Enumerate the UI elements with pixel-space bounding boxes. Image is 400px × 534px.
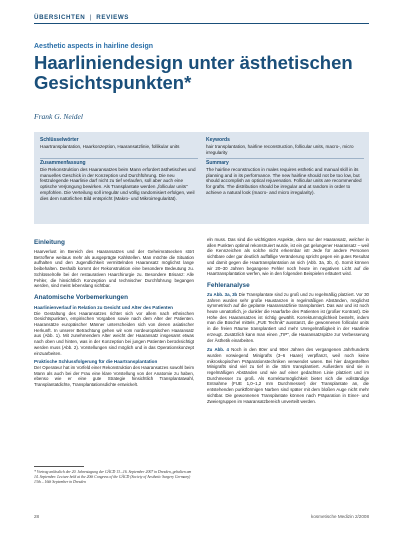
paragraph-continued: eln muss. Das sind die wichtigsten Aspekte, denn nur der Haaransatz, welcher in allen Punkten optimal rekonstruiert wurde, ist ein gut gelungener Haaransatz – weil die Kennzeichen als solche nicht erkennbar ist! Jede für andere Personen sichtbare oder gar deutlich auffällige Veränderung spricht gegen ein gutes Resultat und damit gegen die Haartransplantation an sich (Abb. 3a, 3b, 4). Somit können wir 20–30 Jahren begangene Fehler noch heute im negativen Licht auf die Haartransplantation werfen, wie in den folgenden Beispielen erläutert wird. (207, 237, 369, 277)
keywords-de-label: Schlüsselwörter (40, 137, 79, 143)
heading-anatomie: Anatomische Vorbemerkungen (34, 293, 128, 301)
left-column (34, 234, 194, 388)
paragraph-planung: Der Operateur hat im Vorfeld einer Rekonstruktion des Haaransatzes sowohl beim Mann als auch bei der Frau eine klare Vorstellung von der Anatomie zu haben, ebenso wie er eine gute Strategie hinsichtlich Transplantatwahl, Transplantatdichte, Transplantationsdichte entwickelt. (34, 364, 194, 388)
keywords-en-text: hair transplantation, hairline reconstruction, follicular units, macro-, micro irregularity (206, 143, 354, 155)
heading-fehleranalyse: Fehleranalyse (207, 281, 250, 289)
page-number: 28 (34, 514, 40, 519)
section-header (34, 14, 129, 21)
abstract-rule-left (40, 158, 198, 159)
runin-abb-3: Zu Abb. 3a, 3b (207, 291, 238, 297)
summary-en-label: Summary (206, 160, 229, 166)
summary-de-text: Die Rekonstruktion des Haaransatzes beim Mann erfordert ästhetisches und manuelles Geschick in der Konzeption und Durchführung. Die neu festzulegende Haarlinie darf nicht zu tief verlaufen, soll aber auch eine optische Verjüngung bewirken. Als Transplantate werden „follicular units" empfohlen. Die Verteilung soll irregulär und völlig randomisiert erfolgen, weil dies dem natürlichen Bild entspricht (Makro- und Mikroirregularität). (40, 166, 196, 201)
footnote: * Vortrag anlässlich der 20. Jahrestagung der GÄCD 13.–16. September 2007 in Dresden, gehalten am 14. September. Lecture held at the 20th Congress of the GÄCD (Society of Aesthetic Surgery Germany) 13th – 16th September in Dresden (34, 470, 192, 484)
summary-de-label: Zusammenfassung (40, 160, 86, 166)
text-abb-4: Noch in den 80er und 90er Jahren des vergangenen Jahrhunderts wurden vorwiegend Minigrafts (3–6 Haare) verpflanzt, weil noch keine mikroskopischen Präparationstechniken verwendet waren. Bei hier dargestellten Minigrafts sind viel zu tief in die Stirn transplantiert. Außerdem sind sie in regelmäßigen Abständen und wie auf einer gedachten Linie platziert und im Durchmesser zu groß. Als Korrekturmöglichkeit bietet sich die vollständige Entnahme (FUE 1,0–1,2 mm Durchmesser) der Transplantate an, die entstehenden punktförmigen Narben sind später mit dem bloßen Auge nicht mehr sichtbar. Die gewonnenen Transplantate können nach Präparation in Einer- und Zweiergruppen im Haaransatzbereich unverteilt werden. (207, 347, 369, 404)
subheading-haarlinie: Haarlinienverlauf in Relation zu Gesicht und Alter des Patienten (34, 304, 173, 310)
right-column (207, 237, 369, 404)
journal-name: kosmetische Medizin 2/2008 (311, 514, 369, 519)
english-kicker: Aesthetic aspects in hairline design (34, 43, 154, 50)
summary-en-text: The hairline reconstruction in males requires esthetic and manual skill in its planning and in its performance. The new hairline should not be too low, but should accomplish an optical rejuvenation. Follicular units are recommended for grafts. The distribution should be irregular and at random in order to achieve a natural look (macro- and micro irregularity). (206, 166, 362, 195)
header-rule (34, 23, 369, 24)
footnote-rule (34, 466, 84, 467)
category-label: REVIEWS (96, 14, 130, 21)
abstract-box (34, 132, 369, 224)
section-label: ÜBERSICHTEN (34, 14, 86, 21)
paragraph-einleitung: Haarverlust im Bereich des Haaransatzes und der Geheimratsecken stört Betroffene weitaus mehr als ausgeprägte Kahlstellen. Man möchte die Situation aufhalten und den Jugendlichkeit vermittelnden Haaransatz möglichst lange beibehalten. Deshalb kommt der Rekonstruktion eine besondere Bedeutung zu. Schlüsselrolle bei der restaurativen Haarchirurgie zu. Besondere Brisanz: Alle Fehler, die hinsichtlich Konzeption und technischer Durchführung begangen werden, sind meist lebenslang sichtbar. (34, 249, 194, 289)
heading-einleitung: Einleitung (34, 239, 65, 246)
keywords-en-label: Keywords (206, 137, 230, 143)
summary-de (40, 161, 198, 202)
abstract-rule-right (206, 158, 364, 159)
header-divider: | (89, 14, 92, 21)
keywords-en (206, 138, 364, 155)
paragraph-haarlinie: Die Gestaltung des Haaransatzes richtet sich vor allem nach ethnischen Gesichtspunkten, empirischen Vorgaben sowie nach dem Alter der Patienten. Haaransätze europäischer Männer unterscheiden sich von denen asiatischer Herkunft. In unserer Betrachtung gehen wir vom nordeuropäischen Haaransatz aus (Abb. 1). Mit zunehmendem Alter weicht der Haaransatz insgesamt etwas nach oben und hinten, was in der Konzeption bei jungen Patienten berücksichtigt werden muss (Abb. 2). Vorstellungen sind möglich und in das Operationskonzept einzuarbeiten. (34, 310, 194, 356)
summary-en (206, 161, 364, 196)
paragraph-abb-4 (207, 347, 369, 404)
article-title: Haarliniendesign unter ästhetischen Gesichtspunkten* (34, 52, 353, 93)
subheading-planung: Praktische Schlussfolgerung für die Haartransplantation (34, 359, 158, 365)
runin-abb-4: Zu Abb. 4 (207, 347, 229, 353)
text-abb-3: Die Transplantate sind zu groß und zu regelmäßig platziert. Vor 30 Jahren wurden sehr große Haustanzen in regelmäßigen Abständen, möglichst symmetrisch auf die geplante Haaransatzlinie transplantiert. Das war und ist noch heute unnatürlich, je dunkler die Haarfarbe des Patienten ist (großer Kontrast). Die Höhe des Haaransatzes ist richtig gewählt. Korrekturmöglichkeit besteht, indem man die Büschel mittels „FUE Technik" ausstanzt, die gewonnenen follicular units in die freien Räume transplantiert und mehr Unregelmäßigkeit in der Haarlinie erzeugt. Zusätzlich kann man einen „TIP", die Haaransatzspitze zur Verbesserung der Ästhetik einarbeiten. (207, 291, 369, 343)
keywords-de (40, 138, 198, 150)
paragraph-abb-3 (207, 292, 369, 343)
author-name: Frank G. Neidel (34, 112, 83, 121)
keywords-de-text: Haartransplantation, Haarkonzeption, Haaransatzlinie, follikular units (40, 143, 180, 149)
